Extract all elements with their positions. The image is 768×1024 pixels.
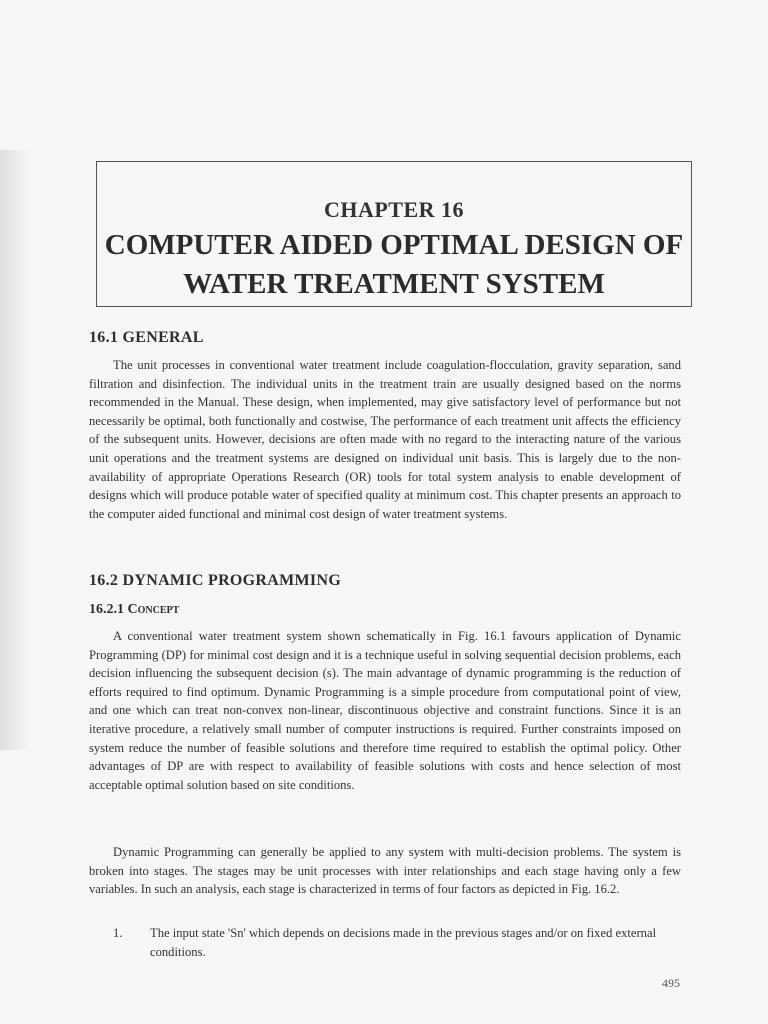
page-number: 495: [662, 976, 680, 990]
section-heading-general: 16.1 GENERAL: [89, 329, 204, 346]
chapter-label: CHAPTER 16: [323, 197, 465, 222]
chapter-title-box: [96, 161, 692, 307]
chapter-title: COMPUTER AIDED OPTIMAL DESIGN OF WATER TREATMENT SYSTEM: [104, 229, 684, 300]
list-item-number: 1.: [113, 926, 123, 940]
section-heading-dynamic-programming: 16.2 DYNAMIC PROGRAMMING: [89, 572, 342, 589]
concept-paragraph-2: Dynamic Programming can generally be applied to any system with multi-decision problems. The system is broken into stages. The stages may be unit processes with inter relationships and each stage having only a few variables. In such an analysis, each stage is characterized in terms of four factors as depicted in Fig. 16.2.: [89, 845, 681, 897]
subsection-heading-concept: 16.2.1 Concept: [89, 602, 180, 617]
general-paragraph: The unit processes in conventional water treatment include coagulation-flocculation, gravity separation, sand filtration and disinfection. The individual units in the treatment train are usually designed based on the norms recommended in the Manual. These design, when implemented, may give satisfactory level of performance but not necessarily be optimal, both functionally and costwise, The performance of each treatment unit affects the efficiency of the subsequent units. However, decisions are often made with no regard to the interacting nature of the various unit operations and the treatment systems are designed on individual unit basis. This is largely due to the non-availability of appropriate Operations Research (OR) tools for total system analysis to enable development of designs which will produce potable water of specified quality at minimum cost. This chapter presents an approach to the computer aided functional and minimal cost design of water treatment systems.: [89, 358, 681, 521]
scan-edge-shadow: [0, 150, 30, 750]
list-item-text: The input state 'Sn' which depends on decisions made in the previous stages and/or on fixed external conditions.: [150, 926, 657, 959]
concept-paragraph-1: A conventional water treatment system shown schematically in Fig. 16.1 favours application of Dynamic Programming (DP) for minimal cost design and it is a technique useful in solving sequential decision problems, each decision influencing the subsequent decision (s). The main advantage of dynamic programming is the reduction of efforts required to find optimum. Dynamic Programming is a simple procedure from computational point of view, and one which can treat non-convex non-linear, discontinuous objective and constraint functions. Since it is an iterative procedure, a relatively small number of computer instructions is required. Further constraints imposed on system reduce the number of feasible solutions and therefore time required to establish the optimal policy. Other advantages of DP are with respect to availability of feasible solutions with costs and hence selection of most acceptable optimal solution based on site conditions.: [89, 629, 681, 792]
